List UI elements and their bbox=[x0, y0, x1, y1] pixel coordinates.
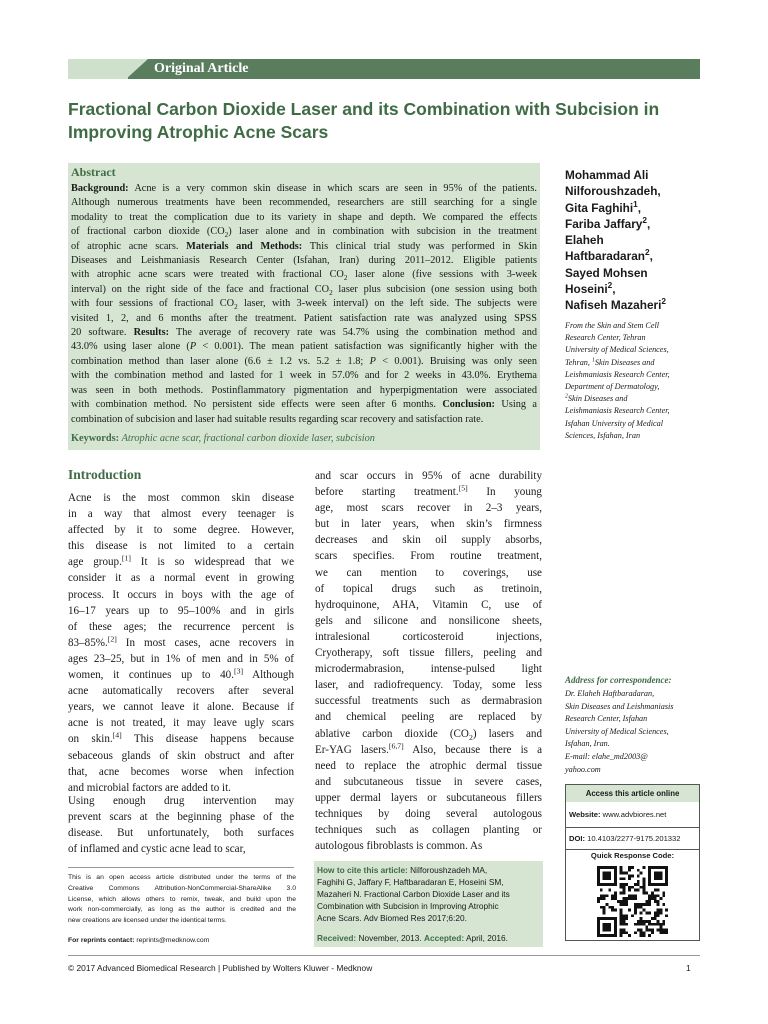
body-text-line: autologous fibroblasts is common. As bbox=[315, 840, 483, 853]
affiliation-line: From the Skin and Stem Cell bbox=[565, 321, 660, 330]
abstract-line: combination of subcision and laser had suitable results regarding scar recovery and satisfaction rate. bbox=[71, 413, 484, 425]
body-text-line: 83–85%.[2] In most cases, acne recovers in bbox=[68, 634, 294, 649]
body-text-line: hydroquinone, AHA, Vitamin C, use of bbox=[315, 598, 542, 611]
section-heading-introduction: Introduction bbox=[68, 467, 142, 482]
correspondence-heading: Address for correspondence: bbox=[565, 675, 672, 685]
reprints-contact bbox=[68, 937, 209, 944]
access-heading: Access this article online bbox=[566, 785, 699, 802]
body-text-line: years, we cannot leave it alone. Because if bbox=[68, 701, 294, 714]
received-label: Received: bbox=[317, 933, 357, 943]
body-text-line: ablative carbon dioxide $(CO_2)$ lasers and bbox=[315, 727, 542, 742]
author-list bbox=[565, 167, 705, 314]
access-website-row bbox=[566, 802, 699, 828]
body-text-line: process. It occurs in boys with the age of bbox=[68, 588, 294, 601]
abstract-line: 43.0% using laser alone (P < 0.001). The mean patient satisfaction was significantly higher with the bbox=[71, 341, 537, 353]
affiliation-line: $^2$Skin Diseases and bbox=[565, 393, 628, 404]
license-line: new creations are licensed under the identical terms. bbox=[68, 917, 227, 925]
author-name-line: Haftbaradaran$^2$, bbox=[565, 248, 653, 264]
correspondence-address bbox=[565, 688, 705, 776]
affiliation-line: Leishmaniasis Research Center, bbox=[565, 369, 670, 379]
correspondence-line: yahoo.com bbox=[565, 764, 601, 774]
abstract-line: 20 software. Results: The average of recovery rate was 54.7% using the combination method and bbox=[71, 327, 537, 339]
author-name-line: Nilforoushzadeh, bbox=[565, 184, 661, 199]
abstract-line: of fractional carbon dioxide $(CO_2)$ laser alone and in combination with subcision in the treatment bbox=[71, 226, 537, 240]
body-text-line: 16–17 years up to 95–100% and in girls bbox=[68, 604, 294, 617]
citation-line: Combination with Subcision in Improving Atrophic bbox=[317, 901, 499, 911]
abstract-line: was seen in both methods. Postinflammatory pigmentation and hyperpigmentation were associated bbox=[71, 384, 537, 396]
license-line: This is an open access article distributed under the terms of the bbox=[68, 874, 296, 881]
body-text-line: age group.[1] It is so widespread that we bbox=[68, 554, 294, 569]
footer-copyright: © 2017 Advanced Biomedical Research | Published by Wolters Kluwer - Medknow bbox=[68, 963, 373, 973]
body-text-line: acne automatically recovers after several bbox=[68, 685, 294, 698]
correspondence-line: Dr. Elaheh Haftbaradaran, bbox=[565, 689, 655, 698]
author-name-line: Hoseini$^2$, bbox=[565, 281, 616, 297]
correspondence-line: University of Medical Sciences, bbox=[565, 726, 669, 736]
body-text-line: of these ages; the recurrence percent is bbox=[68, 620, 294, 633]
page-number: 1 bbox=[686, 963, 691, 973]
abstract-line: visited 1, 2, and 6 months after the treatment. Patient satisfaction rate was analyzed using SPSS bbox=[71, 312, 537, 324]
abstract-line: with the combination method and lasted for 1 week in 57.0% and for 2 weeks in 43.0%. Erythema bbox=[71, 370, 537, 382]
doi-label: DOI: bbox=[569, 834, 586, 843]
body-text-line: of topical drugs such as tretinoin, bbox=[315, 582, 542, 595]
author-affiliations bbox=[565, 320, 705, 442]
abstract-line: combination method than laser alone (6.6 ± 1.2 vs. 5.2 ± 1.8; P < 0.001). Bruising was only seen bbox=[71, 355, 537, 367]
accepted-label: Accepted: bbox=[424, 933, 465, 943]
reprints-label: For reprints contact: bbox=[68, 937, 135, 944]
body-text-line: techniques by doing several autologous bbox=[315, 807, 542, 820]
citation-label: How to cite this article: bbox=[317, 865, 408, 875]
affiliation-line: Sciences, Isfahan, Iran bbox=[565, 430, 641, 440]
correspondence-line: Research Center, Isfahan bbox=[565, 714, 648, 724]
article-title bbox=[68, 98, 700, 144]
access-doi-row bbox=[566, 828, 699, 850]
body-text-line: ages 23–25, but in 1% of men and in 5% of bbox=[68, 652, 294, 665]
qr-label: Quick Response Code: bbox=[590, 851, 675, 860]
author-name-line: Fariba Jaffary$^2$, bbox=[565, 215, 651, 231]
abstract-body bbox=[71, 182, 537, 427]
website-label: Website: bbox=[569, 810, 601, 819]
body-text-line: and subcutaneous tissue in severe cases, bbox=[315, 775, 542, 788]
body-text-line: but in later years, when skin’s firmness bbox=[315, 518, 542, 531]
body-text-line: Using enough drug intervention may bbox=[68, 795, 294, 807]
keywords-label: Keywords: bbox=[71, 433, 120, 444]
body-text-line: before starting treatment.[5] In young bbox=[315, 484, 542, 499]
abstract-line: interval) on the right side of the face and fractional $CO_2$ laser plus subcision (one session using both bbox=[71, 283, 537, 297]
body-text-line: successful treatments such as dermabrasion bbox=[315, 695, 542, 708]
affiliation-line: Department of Dermatology, bbox=[565, 382, 660, 392]
author-name-line: Elaheh bbox=[565, 233, 604, 248]
citation-line bbox=[317, 864, 541, 876]
received-value: November, 2013. bbox=[358, 933, 422, 943]
body-text-line: acne is not treated, it may leave ugly scars bbox=[68, 717, 294, 730]
author-name-line: Gita Faghihi$^1$, bbox=[565, 199, 642, 215]
body-text-line: Cryotherapy, soft tissue fillers, peeling and bbox=[315, 647, 542, 660]
license-notice bbox=[68, 873, 296, 927]
keywords bbox=[71, 432, 537, 446]
abstract-line: Diseases and Leishmaniasis Research Center (Isfahan, Iran) during 2011–2012. Eligible patients bbox=[71, 255, 537, 267]
correspondence-line: Skin Diseases and Leishmaniasis bbox=[565, 701, 674, 711]
accepted-value: April, 2016. bbox=[466, 933, 508, 943]
affiliation-line: Tehran, $^1$Skin Diseases and bbox=[565, 356, 655, 367]
body-text-line: upper dermal layers or subcutaneous fillers bbox=[315, 791, 542, 804]
abstract-line: with atrophic acne scars were treated with fractional $CO_2$ laser alone (five sessions with 3-week bbox=[71, 269, 537, 283]
body-text-line: affected by it to some degree. However, bbox=[68, 524, 294, 537]
body-text-line: women, it continues up to 40.[3] Although bbox=[68, 667, 294, 682]
author-name-line: Mohammad Ali bbox=[565, 168, 649, 182]
abstract-heading: Abstract bbox=[71, 165, 116, 179]
body-text-line: and microbial factors are added to it. bbox=[68, 781, 231, 794]
body-text-line: we can mention to coverings, use bbox=[315, 566, 542, 579]
keywords-text: Atrophic acne scar, fractional carbon dioxide laser, subcision bbox=[121, 433, 375, 444]
license-line: License, which allows others to remix, tweak, and build upon the bbox=[68, 895, 296, 903]
body-text-line: on skin.[4] This disease happens because bbox=[68, 731, 294, 746]
body-text-line: in a way that almost every teenager is bbox=[68, 508, 294, 521]
affiliation-line: Isfahan University of Medical bbox=[565, 418, 664, 428]
abstract-line: of atrophic acne scars. Materials and Methods: This clinical trial study was performed in Skin bbox=[71, 240, 537, 252]
body-text-line: gels and silicone and nonsilicone sheets, bbox=[315, 614, 542, 627]
abstract-line: with four sessions of fractional $CO_2$ laser, with 3-week interval) on the left side. The subjects were bbox=[71, 298, 537, 312]
citation-text bbox=[317, 864, 541, 924]
author-name-line: Sayed Mohsen bbox=[565, 265, 648, 280]
body-text-line: intralesional corticosteroid injections, bbox=[315, 630, 542, 643]
title-line: Fractional Carbon Dioxide Laser and its Combination with Subcision in bbox=[68, 99, 660, 119]
citation-line: Mazaheri N. Fractional Carbon Dioxide Laser and its bbox=[317, 889, 510, 899]
body-text-line: of inflamed and cystic acne lead to scar, bbox=[68, 843, 246, 856]
abstract-line: with combination method. No persistent side effects were seen after 6 months. Conclusion: Using a bbox=[71, 399, 537, 411]
body-text-line: scars specifies. From routine treatment, bbox=[315, 550, 542, 563]
intro-column-1-paragraph-1 bbox=[68, 490, 294, 796]
body-text-line: need to replace the atrophic dermal tissue bbox=[315, 759, 542, 772]
body-text-line: disease. But unfortunately, both surfaces bbox=[68, 827, 294, 840]
affiliation-line: Research Center, Tehran bbox=[565, 333, 646, 343]
license-divider bbox=[68, 867, 294, 868]
body-text-line: decreases and skin oil supply absorbs, bbox=[315, 534, 542, 547]
article-type-label: Original Article bbox=[154, 61, 249, 76]
doi-value[interactable]: 10.4103/2277-9175.201332 bbox=[587, 834, 681, 843]
author-name-line: Nafiseh Mazaheri$^2$ bbox=[565, 297, 666, 313]
body-text-line: and chemical peeling are replaced by bbox=[315, 711, 542, 724]
body-text-line: techniques such as collagen planting or bbox=[315, 824, 542, 837]
received-accepted-dates bbox=[317, 933, 508, 943]
license-line: Creative Commons Attribution-NonCommercial-ShareAlike 3.0 bbox=[68, 884, 296, 892]
qr-code-icon[interactable] bbox=[597, 866, 668, 937]
affiliation-line: University of Medical Sciences, bbox=[565, 345, 669, 355]
abstract-line: Background: Acne is a very common skin disease in which scars are seen in 95% of the patients. bbox=[71, 183, 537, 194]
body-text-line: Er-YAG lasers.[6,7] Also, because there is a bbox=[315, 741, 542, 756]
citation-line: Faghihi G, Jaffary F, Haftbaradaran E, Hoseini SM, bbox=[317, 877, 504, 887]
website-link[interactable]: www.advbiores.net bbox=[602, 810, 667, 819]
title-line: Improving Atrophic Acne Scars bbox=[68, 122, 329, 142]
citation-line: Acne Scars. Adv Biomed Res 2017;6:20. bbox=[317, 913, 467, 923]
footer-divider bbox=[68, 955, 700, 956]
body-text-line: sebaceous glands of skin obstruct and after bbox=[68, 749, 294, 762]
body-text-line: consider it as a normal event in growing bbox=[68, 572, 294, 585]
correspondence-line: E-mail: elahe_md2003@ bbox=[565, 751, 648, 761]
body-text-line: laser, and radiofrequency. Today, some less bbox=[315, 679, 542, 692]
header-banner-wedge bbox=[126, 59, 148, 79]
body-text-line: age, most scars recover in 2–3 years, bbox=[315, 502, 542, 515]
citation-line-text: Nilforoushzadeh MA, bbox=[410, 865, 488, 875]
body-text-line: Acne is the most common skin disease bbox=[68, 492, 294, 504]
correspondence-line: Isfahan, Iran. bbox=[565, 739, 610, 749]
body-text-line: this disease is not limited to a certain bbox=[68, 540, 294, 553]
body-text-line: prevent scars at the beginning phase of the bbox=[68, 811, 294, 824]
intro-column-2 bbox=[315, 468, 542, 854]
intro-column-1-paragraph-2 bbox=[68, 793, 294, 857]
reprints-email[interactable]: reprints@medknow.com bbox=[136, 937, 210, 944]
abstract-line: Although numerous treatments have been recommended, researchers are still searching for a single bbox=[71, 197, 537, 209]
license-line: work non-commercially, as long as the author is credited and the bbox=[68, 906, 296, 914]
body-text-line: that, acne becomes worse when infection bbox=[68, 765, 294, 778]
body-text-line: microdermabrasion, intense-pulsed light bbox=[315, 663, 542, 676]
body-text-line: and scar occurs in 95% of acne durability bbox=[315, 470, 542, 482]
abstract-line: modality to treat the complication due to its variety in shape and depth. We compared the effects bbox=[71, 211, 537, 223]
affiliation-line: Leishmaniasis Research Center, bbox=[565, 406, 670, 416]
header-banner-tab bbox=[68, 59, 128, 79]
